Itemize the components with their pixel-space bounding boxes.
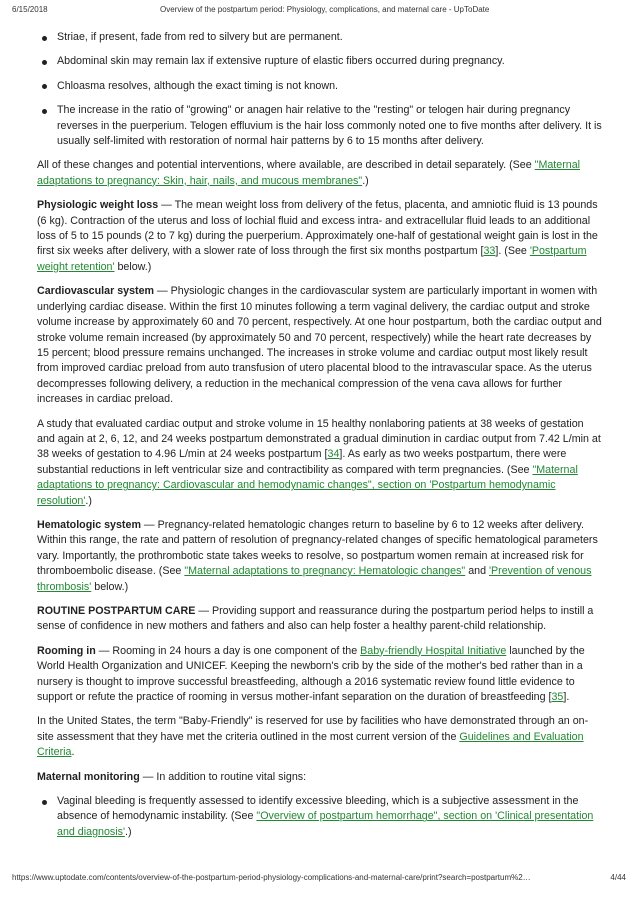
heading-maternal-monitoring: Maternal monitoring [37, 770, 140, 783]
heading-rooming-in: Rooming in [37, 644, 96, 657]
heading-hematologic: Hematologic system [37, 518, 141, 531]
skin-changes-list [37, 30, 603, 149]
paragraph-hematologic: Hematologic system — Pregnancy-related hematologic changes return to baseline by 6 to 12 weeks after delivery. Within this range, the rate and pattern of resolution of pregnancy-related changes of specific hematological parameters vary. Importantly, the prothrombotic state takes weeks to resolve, so postpartum women remain at increased risk for thromboembolic disease. (See "Maternal adaptations to pregnancy: Hematologic changes" and 'Prevention of venous thrombosis' below.) [37, 518, 598, 593]
link-maternal-adaptations-skin[interactable]: "Maternal adaptations to pregnancy: Skin, hair, nails, and mucous membranes" [37, 159, 581, 187]
list-item: Chloasma resolves, although the exact timing is not known. [37, 79, 603, 94]
print-title: Overview of the postpartum period: Physiology, complications, and maternal care - UpToDate [160, 5, 490, 14]
list-item: The increase in the ratio of "growing" or anagen hair relative to the "resting" or telogen hair during pregnancy reverses in the puerperium. Telogen effluvium is the hair loss commonly noted one to five months after delivery. It is usually self-limited with restoration of normal hair patterns by 6 to 15 months after delivery. [37, 103, 603, 149]
link-venous-thrombosis[interactable]: 'Prevention of venous thrombosis' [37, 565, 592, 593]
link-guidelines-criteria[interactable]: Guidelines and Evaluation Criteria [37, 730, 584, 759]
paragraph-cardiac-study: A study that evaluated cardiac output and stroke volume in 15 healthy nonlaboring patients at 38 weeks of gestation and again at 2, 6, 12, and 24 weeks postpartum demonstrated a gradual diminution in cardiac output from 7.42 L/min at 38 weeks of gestation to 4.96 L/min at 24 weeks postpartum [34]. As early as two weeks postpartum, there were substantial reductions in left ventricular size and contractibility as compared with term pregnancies. (See "Maternal adaptations to pregnancy: Cardiovascular and hemodynamic changes", section on 'Postpartum hemodynamic resolution'.) [37, 417, 601, 507]
link-postpartum-hemorrhage[interactable]: "Overview of postpartum hemorrhage", section on 'Clinical presentation and diagnosis' [57, 810, 594, 838]
paragraph-changes-summary: All of these changes and potential interventions, where available, are described in detail separately. (See "Maternal adaptations to pregnancy: Skin, hair, nails, and mucous membranes".) [37, 159, 581, 187]
page-number: 4/44 [610, 873, 626, 882]
print-url: https://www.uptodate.com/contents/overview-of-the-postpartum-period-physiology-complications-and-maternal-care/print?search=postpartum%2… [12, 873, 531, 882]
paragraph-rooming-in: Rooming in — Rooming in 24 hours a day is one component of the Baby-friendly Hospital Initiative launched by the World Health Organization and UNICEF. Keeping the newborn's crib by the side of the mother's bed rather than in a nursery is thought to improve successful breastfeeding, although a 2016 systematic review found little evidence to support or refute the practice of rooming in versus mother-infant separation on the duration of breastfeeding [35]. [37, 644, 585, 704]
reference-link[interactable]: 33 [483, 245, 496, 258]
paragraph-baby-friendly-us: In the United States, the term "Baby-Friendly" is reserved for use by facilities who have demonstrated through an on-site assessment that they have met the criteria outlined in the most current version of the Guidelines and Evaluation Criteria. [37, 715, 589, 759]
monitoring-list [37, 794, 603, 840]
reference-link[interactable]: 34 [327, 448, 340, 461]
paragraph-cardiovascular: Cardiovascular system — Physiologic changes in the cardiovascular system are particularly important in women with underlying cardiac disease. Within the first 10 minutes following a term vaginal delivery, the cardiac output and stroke volume increase by approximately 60 and 70 percent, respectively. At one hour postpartum, both the cardiac output and stroke volume remain increased (by approximately 50 and 70 percent, respectively) while the heart rate decreases by 15 percent; blood pressure remains unchanged. The increases in stroke volume and cardiac output most likely result from improved cardiac preload from auto transfusion of utero placental blood to the intravascular space. As the uterus decompresses following delivery, a reduction in the mechanical compression of the vena cava allows for further increases in cardiac preload. [37, 285, 602, 406]
link-cardiovascular-changes[interactable]: "Maternal adaptations to pregnancy: Cardiovascular and hemodynamic changes", section on 'Postpartum hemodynamic resolution' [37, 463, 578, 507]
print-date: 6/15/2018 [12, 5, 48, 14]
print-footer [12, 873, 626, 885]
heading-weight-loss: Physiologic weight loss [37, 199, 159, 212]
link-weight-retention[interactable]: 'Postpartum weight retention' [37, 245, 587, 273]
paragraph-weight-loss: Physiologic weight loss — The mean weight loss from delivery of the fetus, placenta, and amniotic fluid is 13 pounds (6 kg). Contraction of the uterus and loss of lochial fluid and excess intra- and extracellular fluid leads to an additional loss of 5 to 15 pounds (2 to 7 kg) during the puerperium. Approximately one-half of gestational weight gain is lost in the first six weeks after delivery, with a slower rate of loss through the first six months postpartum [33]. (See 'Postpartum weight retention' below.) [37, 199, 598, 273]
list-item: Striae, if present, fade from red to silvery but are permanent. [37, 30, 603, 45]
paragraph-routine-care: ROUTINE POSTPARTUM CARE — Providing support and reassurance during the postpartum period helps to instill a sense of confidence in new mothers and fathers and also can help foster a healthy parent-child relationship. [37, 605, 594, 633]
paragraph-maternal-monitoring: Maternal monitoring — In addition to routine vital signs: [37, 770, 307, 783]
article-body [37, 30, 603, 849]
list-item: Abdominal skin may remain lax if extensive rupture of elastic fibers occurred during pregnancy. [37, 54, 603, 69]
heading-cardiovascular: Cardiovascular system [37, 285, 155, 298]
link-baby-friendly-initiative[interactable]: Baby-friendly Hospital Initiative [360, 644, 507, 657]
print-header [12, 5, 626, 17]
heading-routine-care: ROUTINE POSTPARTUM CARE [37, 605, 196, 617]
link-hematologic-changes[interactable]: "Maternal adaptations to pregnancy: Hematologic changes" [184, 565, 466, 578]
list-item: Vaginal bleeding is frequently assessed to identify excessive bleeding, which is a subjective assessment in the absence of hemodynamic instability. (See "Overview of postpartum hemorrhage", section on 'Clinical presentation and diagnosis'.) [37, 794, 603, 840]
reference-link[interactable]: 35 [551, 691, 564, 704]
